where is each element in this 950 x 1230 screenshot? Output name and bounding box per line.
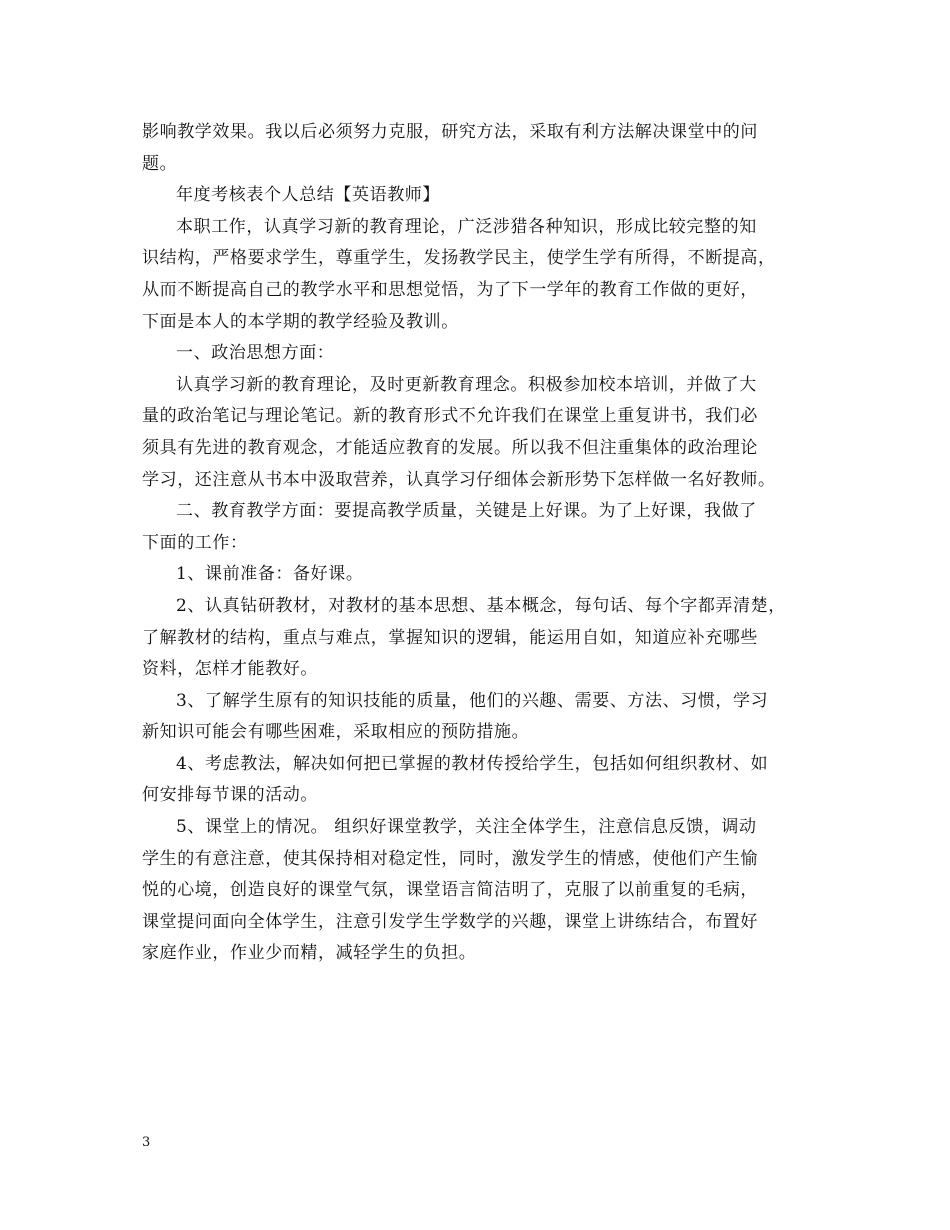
text-line: 认真学习新的教育理论，及时更新教育理念。积极参加校本培训，并做了大 — [176, 374, 757, 395]
text-line: 悦的心境，创造良好的课堂气氛，课堂语言简洁明了，克服了以前重复的毛病， — [142, 880, 758, 901]
text-line: 2、认真钻研教材，对教材的基本思想、基本概念，每句话、每个字都弄清楚， — [176, 595, 786, 616]
text-line: 了解教材的结构，重点与难点，掌握知识的逻辑，能运用自如，知道应补充哪些 — [142, 627, 758, 648]
text-line: 题。 — [142, 153, 178, 174]
text-line: 二、教育教学方面：要提高教学质量，关键是上好课。为了上好课，我做了 — [176, 501, 757, 522]
text-line: 须具有先进的教育观念，才能适应教育的发展。所以我不但注重集体的政治理论 — [142, 437, 758, 458]
text-line: 识结构，严格要求学生，尊重学生，发扬教学民主，使学生学有所得，不断提高， — [142, 248, 776, 269]
text-line: 一、政治思想方面： — [176, 343, 335, 364]
text-line: 本职工作，认真学习新的教育理论，广泛涉猎各种知识，形成比较完整的知 — [176, 216, 757, 237]
text-line: 学习，还注意从书本中汲取营养，认真学习仔细体会新形势下怎样做一名好教师。 — [142, 469, 776, 490]
text-line: 学生的有意注意，使其保持相对稳定性，同时，激发学生的情感，使他们产生愉 — [142, 848, 758, 869]
page-number: 3 — [142, 1135, 151, 1150]
text-line: 5、课堂上的情况。 组织好课堂教学，关注全体学生，注意信息反馈，调动 — [176, 817, 757, 838]
text-line: 4、考虑教法，解决如何把已掌握的教材传授给学生，包括如何组织教材、如 — [176, 753, 769, 774]
text-line: 从而不断提高自己的教学水平和思想觉悟，为了下一学年的教育工作做的更好， — [142, 279, 758, 300]
text-line: 资料，怎样才能教好。 — [142, 659, 318, 680]
text-line: 下面的工作： — [142, 532, 248, 553]
document-body — [142, 117, 822, 970]
text-line: 1、课前准备：备好课。 — [176, 564, 364, 585]
text-line: 新知识可能会有哪些困难，采取相应的预防措施。 — [142, 722, 530, 743]
text-line: 何安排每节课的活动。 — [142, 785, 318, 806]
text-line: 量的政治笔记与理论笔记。新的教育形式不允许我们在课堂上重复讲书，我们必 — [142, 406, 758, 427]
text-line: 3、了解学生原有的知识技能的质量，他们的兴趣、需要、方法、习惯，学习 — [176, 690, 769, 711]
text-line: 年度考核表个人总结【英语教师】 — [176, 185, 440, 206]
text-line: 影响教学效果。我以后必须努力克服，研究方法，采取有利方法解决课堂中的问 — [142, 122, 758, 142]
text-line: 家庭作业，作业少而精，减轻学生的负担。 — [142, 943, 477, 964]
text-line: 下面是本人的本学期的教学经验及教训。 — [142, 311, 459, 332]
text-line: 课堂提问面向全体学生，注意引发学生学数学的兴趣，课堂上讲练结合，布置好 — [142, 911, 758, 932]
